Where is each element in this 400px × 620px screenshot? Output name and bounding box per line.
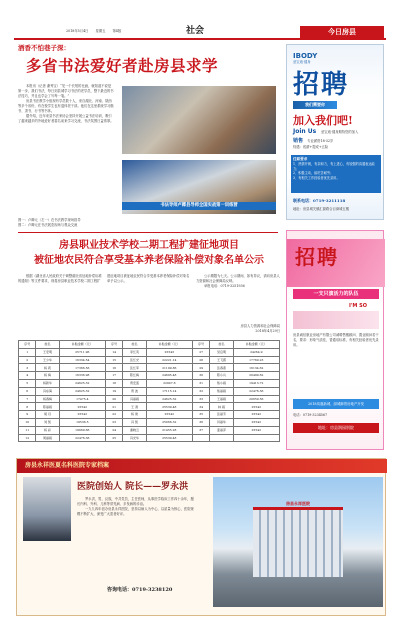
table-cell: 王宏明 (36, 348, 59, 356)
ad-cta: 加入我们吧! (293, 114, 353, 127)
ad2-people-photo (293, 311, 379, 329)
table-row (19, 434, 280, 442)
table-row (19, 379, 280, 387)
compensation-table (18, 340, 280, 442)
table-cell: 16336.98 (59, 372, 105, 380)
table-cell: 36 (192, 418, 209, 426)
table-cell: 25542 (146, 411, 192, 419)
table-header: 姓名 (36, 341, 59, 349)
ad-benefits: 待遇：底薪+提成+五险 (293, 145, 329, 150)
hospital-ad-strip: 房县永祥医夏名科医院专家档案 (17, 459, 387, 473)
table-cell: 杨春梅 (36, 395, 59, 403)
divider (18, 232, 278, 233)
table-cell: 37 (192, 426, 209, 434)
hospital-building-sign: 房县永祥医院 (286, 501, 310, 506)
table-cell: 17 (105, 372, 122, 380)
table-cell: 张春燕 (210, 364, 233, 372)
article1-captions (18, 218, 278, 228)
masthead-rule (14, 38, 386, 40)
table-header: 姓名 (123, 341, 146, 349)
ad-req-3: 3、有相关工作经验者优先录用。 (293, 176, 340, 181)
ad2-banner: 一支只演活力的队伍 (293, 289, 379, 299)
hospital-ad (16, 458, 386, 616)
ad-headline: 招聘 (293, 70, 350, 100)
table-cell: 林 娟 (210, 403, 233, 411)
table-cell: 杨 建 (123, 411, 146, 419)
article2-para: 根据《湖北省人民政府关于调整湖北省征地补偿标准的通知》等文件要求，现将房县职业技术学校二期工程扩建征地项目被征地农民符合享受基本养老保险补偿对象名单予以公示。 (18, 274, 190, 283)
table-cell: 19669.66 (59, 426, 105, 434)
table-cell: 1 (19, 348, 36, 356)
table-cell: 张红光 (123, 356, 146, 364)
ad2-footer: 2018凤凰新城、绿城御景房地产开发 (293, 399, 379, 409)
table-cell: 21199.86 (146, 364, 192, 372)
page-number: 第4版 (112, 29, 122, 33)
table-cell: 24625.32 (146, 395, 192, 403)
table-cell: 17115.14 (146, 387, 192, 395)
table-cell: 28 (192, 356, 209, 364)
table-cell: 20 (105, 395, 122, 403)
table-cell: 22 (105, 411, 122, 419)
table-cell: 25542 (59, 403, 105, 411)
ad2-address: 地址：房县润园别院 (293, 423, 379, 433)
table-cell: 17366.56 (59, 364, 105, 372)
table-cell: 张丽芳 (210, 411, 233, 419)
ad-join: Join Us (293, 128, 317, 135)
table-cell: 杨 梅 (36, 372, 59, 380)
table-cell: 29 (192, 364, 209, 372)
ad-req-title: 任职要求 (293, 157, 308, 161)
caption-1: 图一：卢卿元（左一）在书法教学现场指导 (18, 218, 81, 222)
hospital-ad-title: 医院创始人 院长——罗永洪 (77, 482, 189, 492)
table-row (19, 387, 280, 395)
table-cell: 杨新华 (36, 379, 59, 387)
table-header: 姓名 (210, 341, 233, 349)
table-cell: 33 (192, 395, 209, 403)
table-cell: 25066.32 (146, 418, 192, 426)
table-cell: 陈小兵 (210, 372, 233, 380)
table-cell: 7 (19, 395, 36, 403)
table-cell: 冯东海 (36, 387, 59, 395)
table-cell: 16334.54 (59, 356, 105, 364)
table-row (19, 418, 280, 426)
issue-weekday: 星期五 (95, 29, 106, 33)
issue-date: 2018年5月4日 (66, 29, 89, 33)
table-cell: 25542 (233, 403, 279, 411)
table-cell: 冯光华 (123, 434, 146, 442)
table-cell: 周丽娟 (36, 434, 59, 442)
table-row (19, 395, 280, 403)
table-cell: 19 (105, 387, 122, 395)
table-cell: 刘 凯 (36, 418, 59, 426)
table-cell: 吴启明 (210, 348, 233, 356)
ad-brand: IBODY (293, 52, 318, 60)
ad-req-1: 1、热情开朗，有亲和力，有上进心，有较强的沟通表达能力； (293, 162, 375, 171)
table-cell: 30 (192, 372, 209, 380)
table-header: 补贴金额（元） (59, 341, 105, 349)
table-header: 序号 (19, 341, 36, 349)
section-title: 社会 (186, 26, 205, 36)
table-cell: 24695.48 (146, 372, 192, 380)
table-cell: 9 (19, 411, 36, 419)
table-cell: 陈红梅 (123, 372, 146, 380)
table-cell: 姜丽萍 (210, 426, 233, 434)
table-cell: 谢晓云 (123, 426, 146, 434)
ad2-headline: 招聘 (295, 245, 339, 269)
table-cell: 王飞霞 (210, 356, 233, 364)
table-cell: 35 (192, 411, 209, 419)
table-cell: 贾 波 (123, 387, 146, 395)
table-cell: 25542 (233, 418, 279, 426)
table-row (19, 348, 280, 356)
table-cell: 肖丽华 (210, 418, 233, 426)
table-cell: 18 (105, 379, 122, 387)
table-cell: 16134.62 (233, 364, 279, 372)
ad-phone: 联系电话：0719-3211118 (293, 198, 346, 203)
table-cell: 10 (19, 418, 36, 426)
article2-org: 房县人力资源和社会保障局 (240, 324, 280, 328)
ad-address: 地址：房县城关镇汇源路合百商城五楼 (293, 207, 350, 211)
table-cell: 22907.8 (146, 379, 192, 387)
table-row (19, 426, 280, 434)
hospital-building-photo (213, 477, 383, 607)
ad2-phone: 电话：0719-3234567 (293, 413, 328, 417)
table-cell: 2 (19, 356, 36, 364)
table-cell: 4 (19, 372, 36, 380)
ad2-subtitle: I'M SO (349, 303, 367, 309)
ad-join-sub: 爱宝迪·健身期待您的加入 (321, 130, 359, 134)
photo-banner: 书法导师卢卿县导师全国实战第一训练营 (122, 202, 276, 210)
ad2-copy: 房县诚信康业房地产有限公司诚聘售楼顾问、置业顾问若干名，要求：形象气质佳，普通话标准，有相关经验者优先录用。 (293, 333, 379, 347)
article1-body (18, 84, 114, 124)
ad-position: 销售 (293, 138, 304, 144)
article1-para: 据介绍，近年来县书法家协会坚持开展公益书法培训，吸引了越来越多的外地爱好者慕名前来学习交流，书法氛围日益浓厚。 (18, 113, 114, 123)
ad-tagline: 我们需要你 (293, 101, 337, 109)
table-cell (192, 434, 209, 442)
hospital-ad-bio (77, 497, 197, 517)
table-cell: 12 (19, 434, 36, 442)
article2-signature (200, 324, 280, 334)
table-cell: 34 (192, 403, 209, 411)
article2-para: 公示期限为七天。公示期间，如有异议，请向房县人力资源和社会保障局反映。 (196, 274, 280, 283)
table-cell: 21 (105, 403, 122, 411)
table-cell: 8 (19, 403, 36, 411)
article2-phone: 举报电话：0719-3251936 (204, 283, 245, 288)
table-cell: 19413.72 (233, 379, 279, 387)
recruit-ad-fitness (286, 44, 384, 220)
table-cell: 王少华 (36, 356, 59, 364)
table-cell: 22476.36 (233, 387, 279, 395)
table-row (19, 356, 280, 364)
ad-req-2: 2、积极主动，能吃苦耐劳； (293, 171, 334, 176)
table-cell: 熊丽娟 (210, 387, 233, 395)
table-cell: 21455.28 (146, 426, 192, 434)
article2-date: 2018年4月29日 (255, 328, 280, 333)
table-cell: 23 (105, 418, 122, 426)
table-header: 补贴金额（元） (146, 341, 192, 349)
ad-requirements (291, 155, 381, 193)
table-cell: 27 (192, 348, 209, 356)
caption-2: 图二：卢卿元在书法展览现场与观众交流 (18, 222, 78, 227)
article2-headline-1: 房县职业技术学校二期工程扩建征地项目 (59, 240, 239, 251)
article2-headline-2: 被征地农民符合享受基本养老保险补偿对象名单公示 (34, 255, 264, 266)
table-cell: 24625.32 (59, 379, 105, 387)
table-cell (233, 434, 279, 442)
table-cell: 25543 (146, 348, 192, 356)
table-cell: 杨 彩 (36, 426, 59, 434)
table-cell: 19536.5 (59, 418, 105, 426)
table-header: 补贴金额（元） (233, 341, 279, 349)
table-row (19, 372, 280, 380)
table-cell: 17769.23 (233, 356, 279, 364)
table-cell: 17475.4 (59, 395, 105, 403)
recruit-ad-realestate (286, 230, 384, 450)
doctor-portrait (23, 477, 71, 541)
table-header: 序号 (192, 341, 209, 349)
table-cell: 24264.9 (233, 348, 279, 356)
table-cell: 24625.32 (59, 387, 105, 395)
table-cell: 熊小娟 (210, 379, 233, 387)
hospital-bio-para: 罗永洪，男，汉族，中共党员，主任医师，从事医学临床工作四十余年，擅长内科、外科、儿科等常见病、多发病的诊治。 (77, 497, 194, 506)
ad-salary: 专业薪资18-32岁 (307, 139, 334, 143)
article1-para: 本报讯（记者 谢秀宝）“见一个长短的比画，就知道不说是第一步，我们书法，每日到县城学习书法的老学员，整下最近的书法技巧，并且也学会了写每一笔。” (18, 84, 114, 98)
table-cell: 冯 凯 (123, 418, 146, 426)
article1-para: 房县书法教学小组现有学员数十人，来自湖北、河南、陕西等多个省份，有在校学生也有退休老干部。他们在这里系统学习楷书、隶书、行书等书体。 (18, 98, 114, 113)
table-cell: 王丽娟 (210, 395, 233, 403)
article1-headline: 多省书法爱好者赴房县求学 (26, 56, 219, 75)
table-row (19, 411, 280, 419)
table-cell: 32 (192, 387, 209, 395)
table-cell: 25539.48 (146, 434, 192, 442)
article1-kicker: 酒香不怕巷子深： (18, 44, 70, 52)
table-cell: 16 (105, 364, 122, 372)
table-cell: 25542 (233, 426, 279, 434)
table-cell: 25542 (59, 411, 105, 419)
table-cell: 王 清 (123, 403, 146, 411)
table-cell: 20499.62 (233, 372, 279, 380)
table-cell: 陈丽娟 (36, 403, 59, 411)
table-cell: 6 (19, 387, 36, 395)
newspaper-logo: 今日房县 (300, 26, 384, 38)
table-cell (210, 434, 233, 442)
table-cell: 20659.56 (233, 395, 279, 403)
table-cell: 22221.14 (146, 356, 192, 364)
table-cell: 贾安莲 (123, 379, 146, 387)
table-cell: 22476.36 (59, 434, 105, 442)
table-cell: 14 (105, 348, 122, 356)
hospital-bio-para: 一九九四年创办房县永祥医院，坚持以病人为中心，以质量为核心，医院规模不断扩大，深受广大患者好评。 (77, 506, 194, 516)
article1-photo-2 (122, 160, 276, 214)
table-cell: 张红军 (123, 364, 146, 372)
hospital-ad-phone: 咨询电话：0719-3238120 (107, 587, 173, 593)
table-cell: 25711.96 (59, 348, 105, 356)
article2-body (18, 274, 280, 322)
table-cell: 胡 丹 (36, 411, 59, 419)
table-cell: 李红英 (123, 348, 146, 356)
table-row (19, 364, 280, 372)
table-cell: 5 (19, 379, 36, 387)
ad-subbrand: 爱宝迪·健身 (293, 60, 311, 64)
table-cell: 杨 莉 (36, 364, 59, 372)
table-cell: 25 (105, 434, 122, 442)
table-cell: 冯丽娟 (123, 395, 146, 403)
table-row (19, 403, 280, 411)
table-cell: 31 (192, 379, 209, 387)
table-cell: 25539.48 (146, 403, 192, 411)
table-cell: 15 (105, 356, 122, 364)
table-cell: 25542 (233, 411, 279, 419)
table-header-row (19, 341, 280, 349)
hospital-building (253, 507, 343, 577)
article1-photo-1 (122, 86, 276, 154)
table-cell: 24 (105, 426, 122, 434)
table-header: 序号 (105, 341, 122, 349)
table-cell: 3 (19, 364, 36, 372)
table-cell: 11 (19, 426, 36, 434)
